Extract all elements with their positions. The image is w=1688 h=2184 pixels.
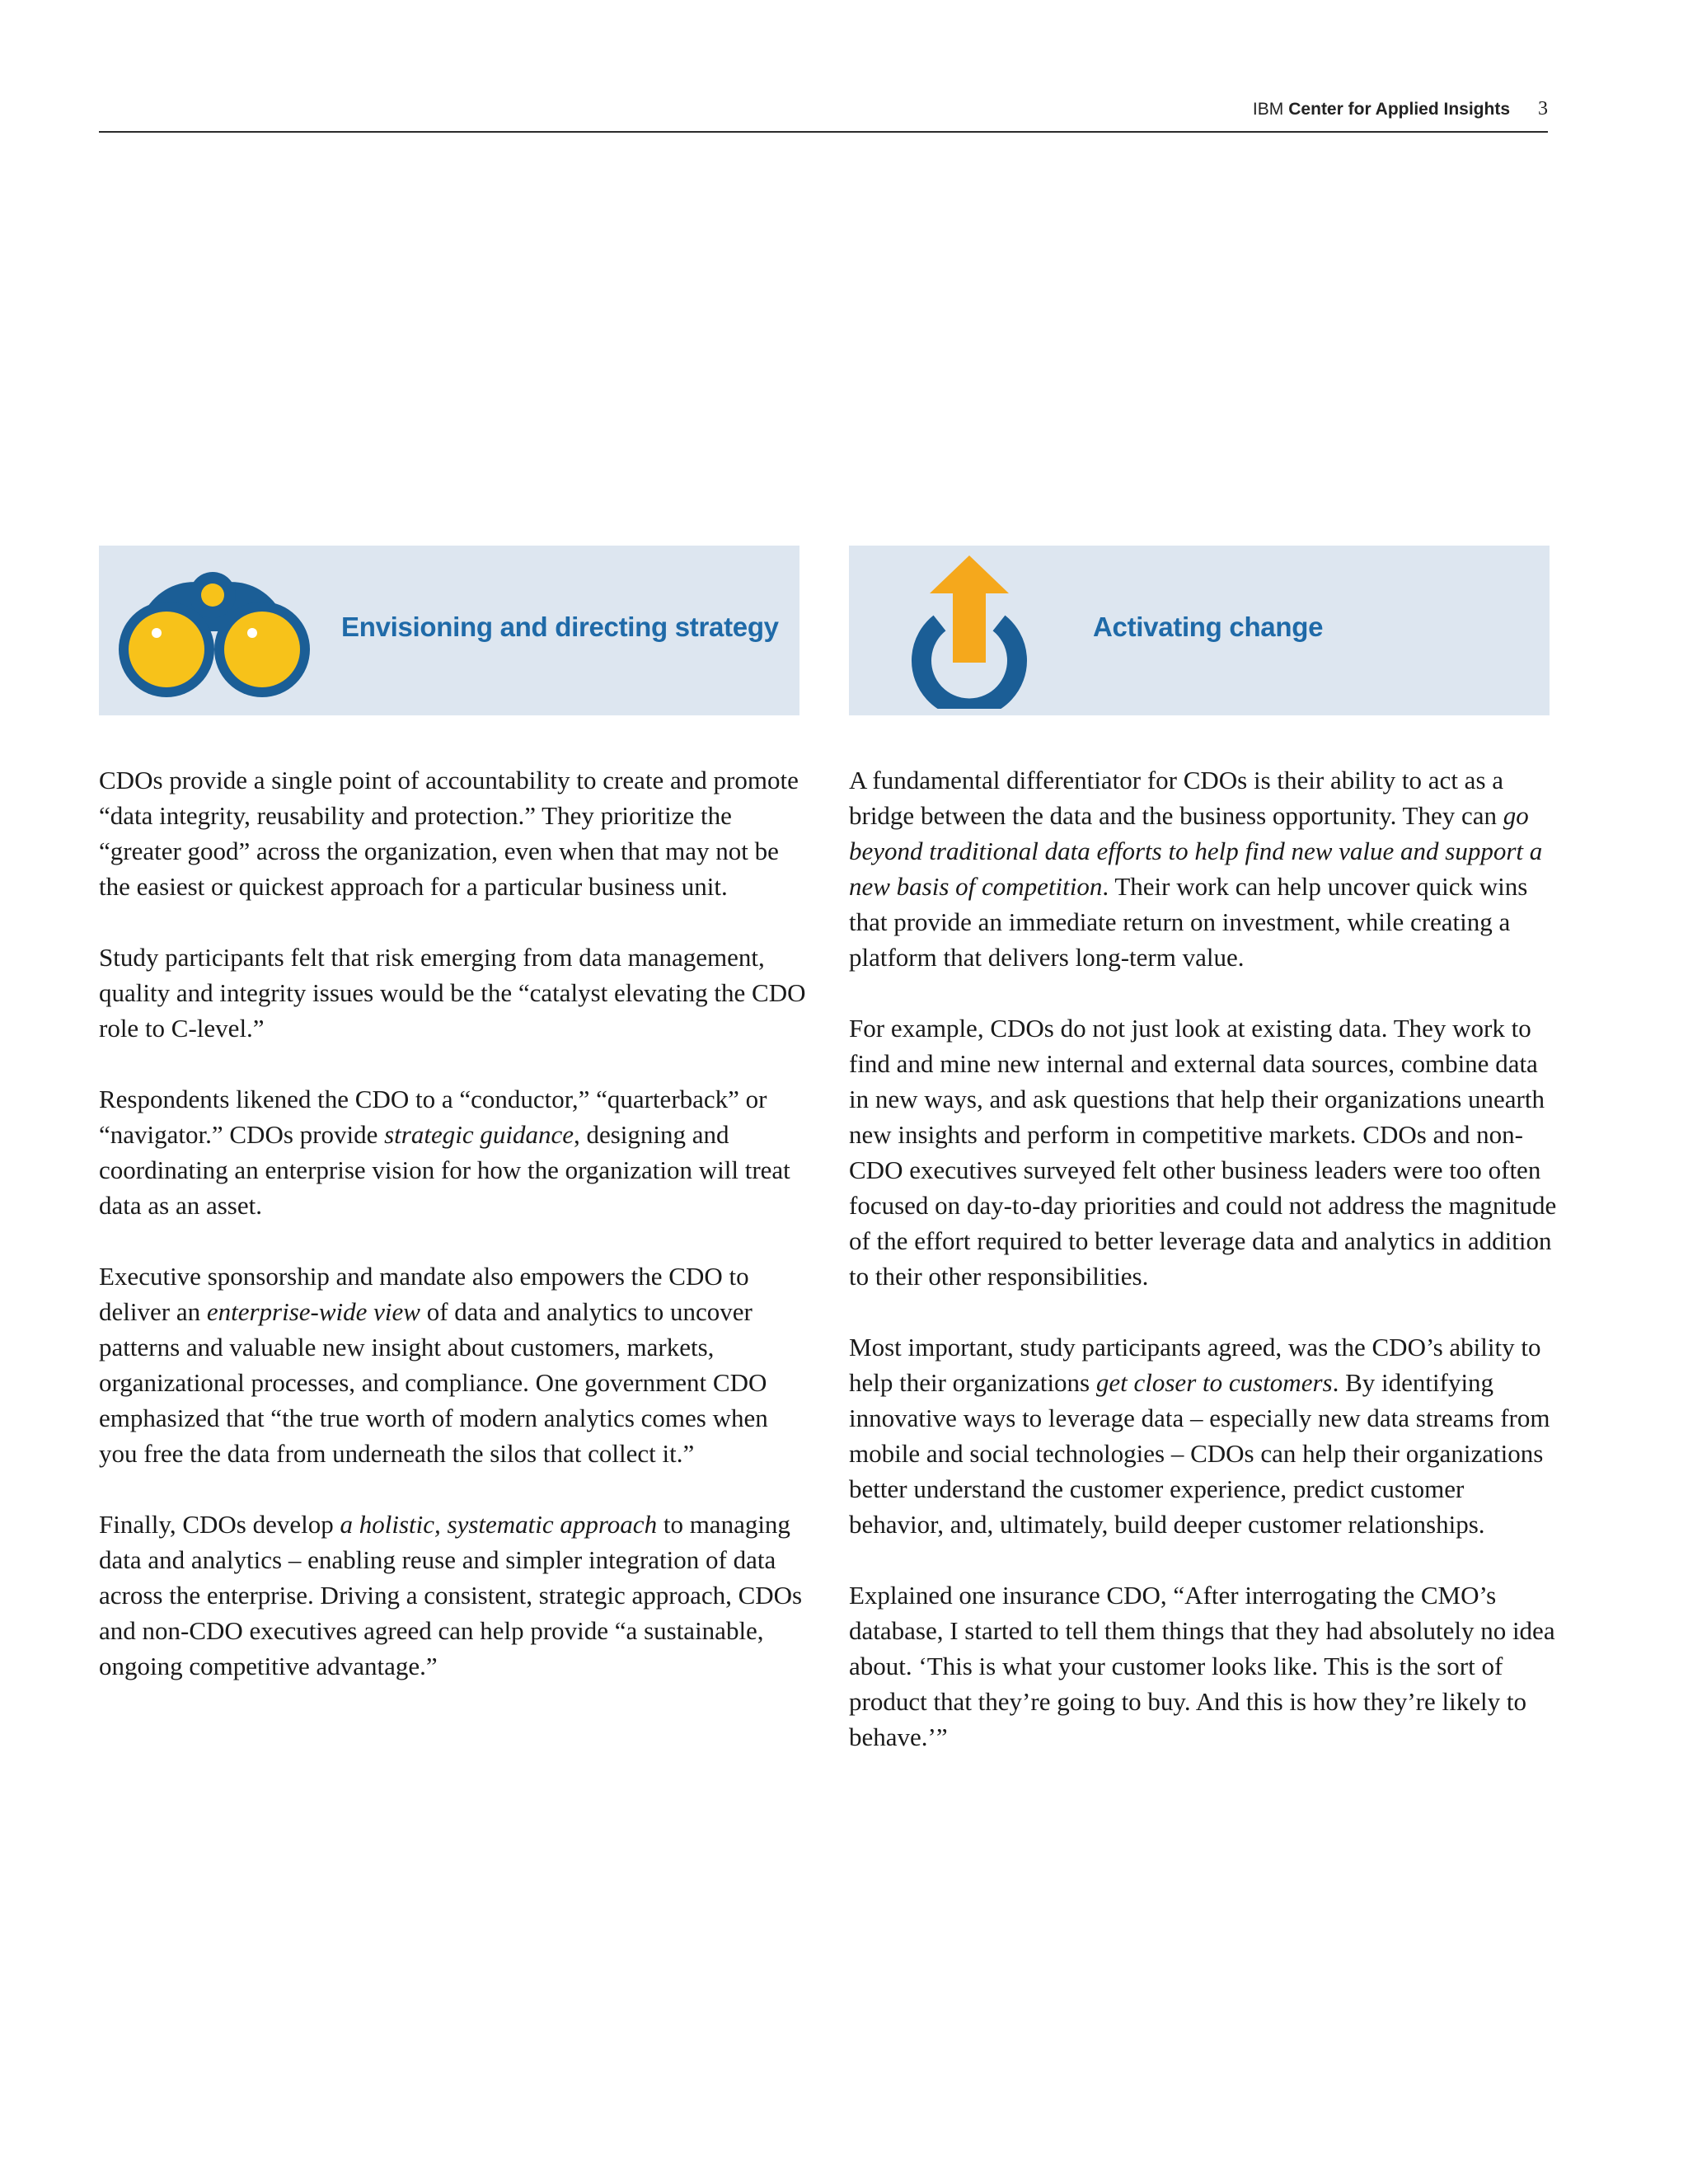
brand-ibm: IBM (1252, 100, 1284, 119)
paragraph: Study participants felt that risk emerging from data management, quality and integrity issues would be the “catalyst elevating the CDO role to C-level.” (99, 943, 806, 1043)
paragraph: For example, CDOs do not just look at existing data. They work to find and mine new internal and external data sources, combine data in new ways, and ask questions that help their organizations unearth new insights and perform in competitive markets. CDOs and non-CDO executives surveyed felt other business leaders were too often focused on day-to-day priorities and could not address the magnitude of the effort required to better leverage data and analytics in addition to their other responsibilities. (849, 1014, 1557, 1291)
panel-envisioning-strategy (99, 546, 799, 715)
emphasis: enterprise-wide view (206, 1297, 420, 1326)
right-column-text (849, 762, 1558, 1790)
paragraph: Executive sponsorship and mandate also empowers the CDO to deliver an enterprise-wide view of data and analytics to uncover patterns and valuable new insight about customers, markets, organizational processes, and compliance. One government CDO emphasized that “the true worth of modern analytics comes when you free the data from underneath the silos that collect it.” (99, 1262, 768, 1468)
panel-activating-change (849, 546, 1550, 715)
emphasis: go beyond traditional data efforts to help find new value and support a new basis of competition (849, 801, 1543, 901)
paragraph: Respondents likened the CDO to a “conductor,” “quarterback” or “navigator.” CDOs provide strategic guidance, designing and coordinating an enterprise vision for how the organization will treat data as an asset. (99, 1085, 790, 1220)
paragraph: Finally, CDOs develop a holistic, systematic approach to managing data and analytics – enabling reuse and simpler integration of data across the enterprise. Driving a consistent, strategic approach, CDOs and non-CDO executives agreed can help provide “a sustainable, ongoing competitive advantage.” (99, 1510, 803, 1680)
paragraph: CDOs provide a single point of accountability to create and promote “data integrity, reusability and protection.” They prioritize the “greater good” across the organization, even when that may not be the easiest or quickest approach for a particular business unit. (99, 766, 799, 901)
circular-arrow-up-icon (903, 552, 1035, 709)
paragraph: A fundamental differentiator for CDOs is their ability to act as a bridge between the data and the business opportunity. They can go beyond traditional data efforts to help find new value and support a new basis of competition. Their work can help uncover quick wins that provide an immediate return on investment, while creating a platform that delivers long-term value. (849, 766, 1543, 972)
panel-title-envisioning: Envisioning and directing strategy (341, 612, 779, 642)
binoculars-icon (107, 552, 321, 709)
page-header (99, 87, 1548, 133)
paragraph: Explained one insurance CDO, “After interrogating the CMO’s database, I started to tell them things that they had absolutely no idea about. ‘This is what your customer looks like. This is the sort of product that they’re going to buy. And this is how they’re likely to behave.’” (849, 1581, 1555, 1751)
left-column-text (99, 762, 808, 1719)
brand-center-name: Center for Applied Insights (1288, 100, 1510, 119)
panel-title-activating: Activating change (1093, 612, 1324, 642)
header-brand (1253, 98, 1548, 120)
emphasis: a holistic, systematic approach (340, 1510, 658, 1539)
page-number: 3 (1538, 98, 1548, 120)
emphasis: strategic guidance (384, 1120, 574, 1149)
emphasis: get closer to customers (1095, 1368, 1333, 1397)
paragraph: Most important, study participants agreed, was the CDO’s ability to help their organizations get closer to customers. By identifying innovative ways to leverage data – especially new data streams from mobile and social technologies – CDOs can help their organizations better understand the customer experience, predict customer behavior, and, ultimately, build deeper customer relationships. (849, 1333, 1550, 1539)
